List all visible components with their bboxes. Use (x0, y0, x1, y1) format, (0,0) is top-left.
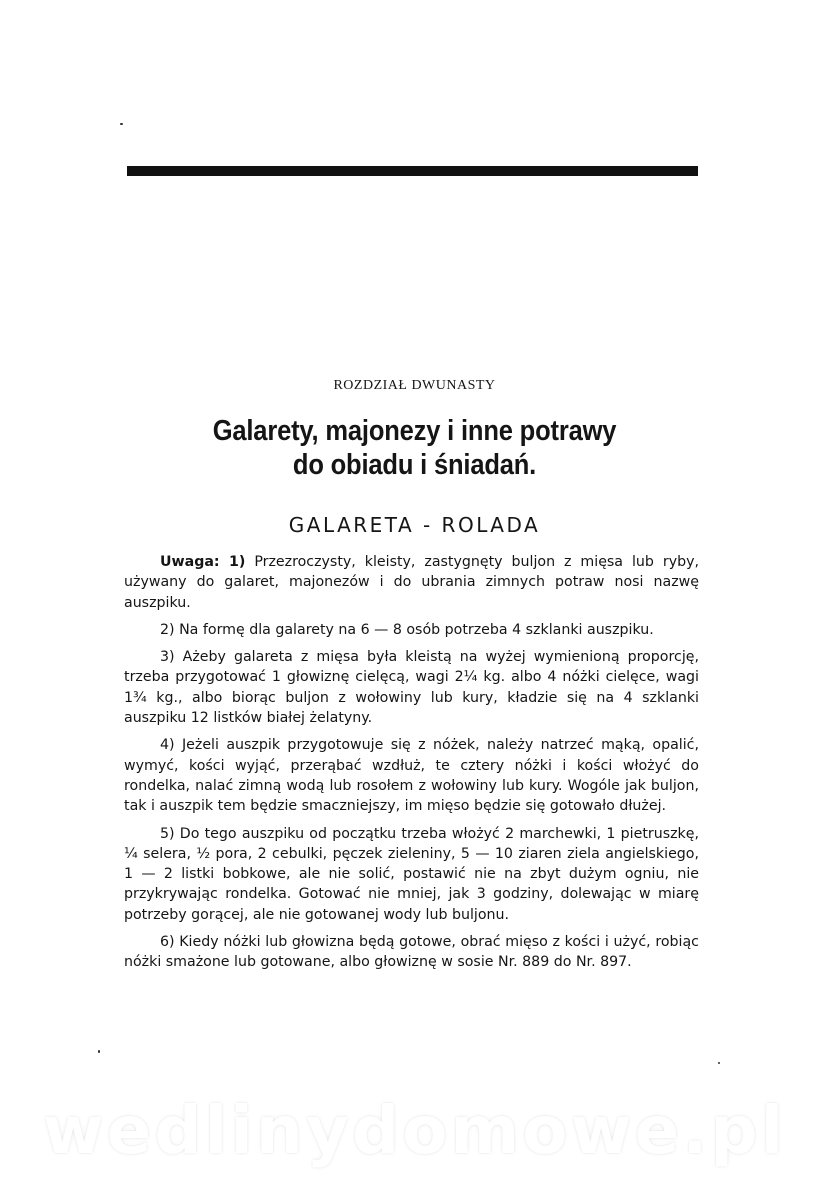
chapter-header-rule (127, 166, 698, 176)
paragraph-2: 2) Na formę dla galarety na 6 — 8 osób potrzeba 4 szklanki auszpiku. (160, 621, 654, 638)
paragraph-1-text: Przezroczysty, kleisty, zastygnęty buljon z mięsa lub ryby, używany do galaret, majonezów i do ubrania zimnych potraw nosi nazwę auszpiku. (124, 554, 699, 611)
section-title: GALARETA - ROLADA (288, 513, 541, 537)
note-lead: Uwaga: 1) (160, 554, 246, 570)
chapter-label: ROZDZIAŁ DWUNASTY (333, 378, 496, 393)
paragraph-4: 4) Jeżeli auszpik przygotowuje się z nóżek, należy natrzeć mąką, opalić, wymyć, kości wyjąć, przerąbać wzdłuż, te cztery nóżki i kości włożyć do rondelka, nalać zimną wodą lub rosołem z wołowiny lub kury. Wogóle jak buljon, tak i auszpik tem będzie smaczniejszy, im mięso będzie się gotowało dłużej. (124, 737, 699, 815)
paragraph-5: 5) Do tego auszpiku od początku trzeba włożyć 2 marchewki, 1 pietruszkę, ¼ selera, ½ pora, 2 cebulki, pęczek zieleniny, 5 — 10 ziaren ziela angielskiego, 1 — 2 listki bobkowe, ale nie solić, postawić nie na zbyt dużym ogniu, nie przykrywając rondelka. Gotować nie mniej, jak 3 godziny, dolewając w miarę potrzeby gorącej, ale nie gotowanej wody lub buljonu. (124, 825, 699, 923)
print-speck (718, 1062, 720, 1064)
paragraph-3: 3) Ażeby galareta z mięsa była kleistą na wyżej wymienioną proporcję, trzeba przygotować 1 głowiznę cielęcą, wagi 2¼ kg. albo 4 nóżki cielęce, wagi 1¾ kg., albo biorąc buljon z wołowiny lub kury, kładzie się na 4 szklanki auszpiku 12 listków białej żelatyny. (124, 649, 699, 727)
print-speck (98, 1050, 100, 1053)
chapter-title-line-1: Galarety, majonezy i inne potrawy (212, 415, 617, 447)
chapter-title (50, 414, 780, 482)
chapter-title-line-2: do obiadu i śniadań. (292, 449, 537, 481)
print-speck (120, 123, 123, 125)
paragraph-6: 6) Kiedy nóżki lub głowizna będą gotowe, obrać mięso z kości i użyć, robiąc nóżki smażone lub gotowane, albo głowiznę w sosie Nr. 889 do Nr. 897. (124, 934, 699, 971)
recipe-body (124, 552, 699, 980)
paragraph-1 (124, 552, 699, 613)
site-watermark: wedlinydomowe.pl (42, 1092, 787, 1169)
